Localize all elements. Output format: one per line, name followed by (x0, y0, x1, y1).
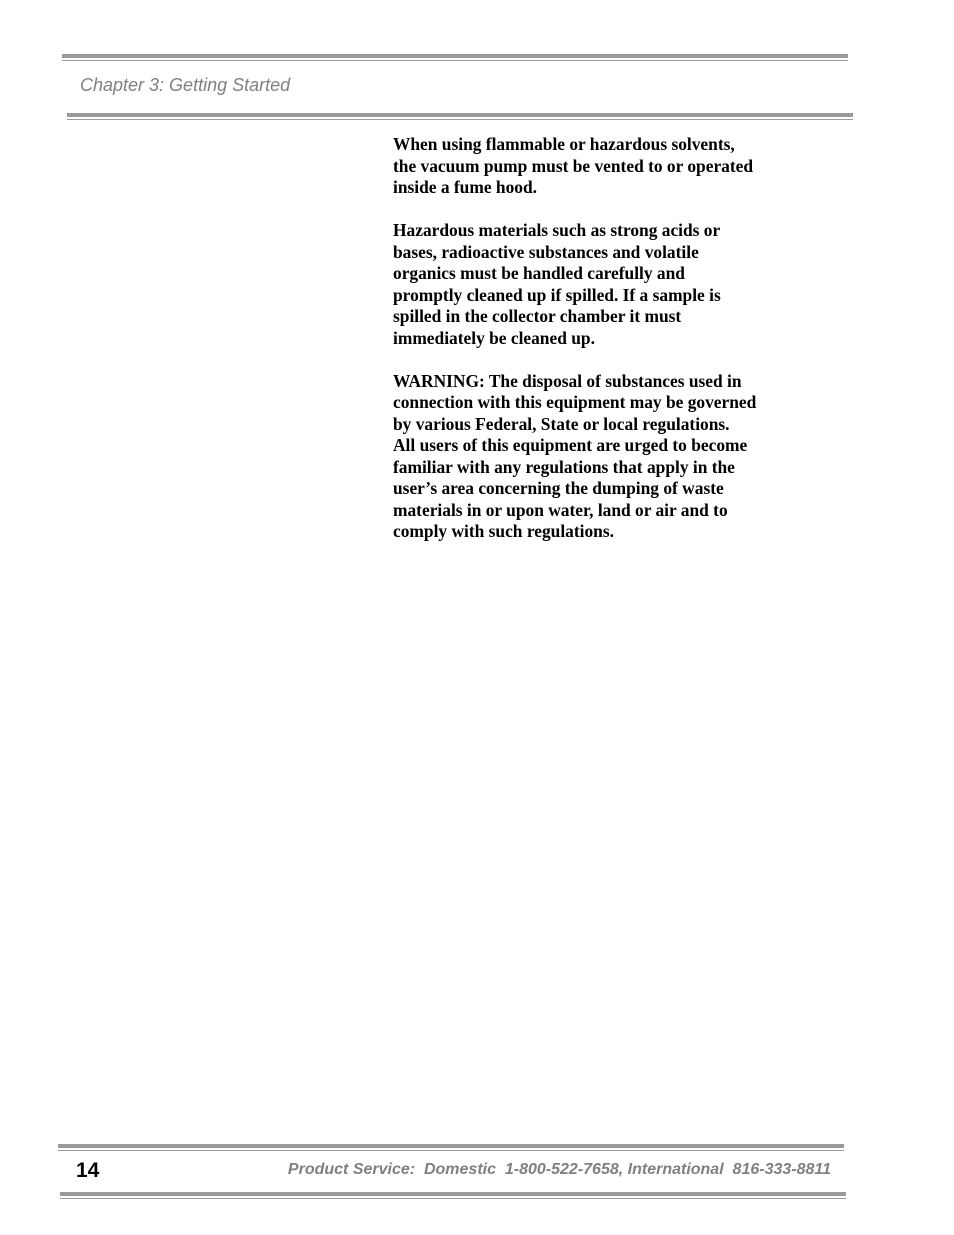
chapter-title: Chapter 3: Getting Started (80, 75, 291, 95)
product-service-contact: Product Service: Domestic 1-800-522-7658, International 816-333-8811 (287, 1161, 831, 1178)
page-number: 14 (76, 1159, 100, 1182)
header-rule-top (62, 54, 848, 61)
footer-rule-top (58, 1144, 844, 1151)
header-rule-bottom (67, 113, 853, 120)
footer-rule-bottom (60, 1192, 846, 1199)
body-text (393, 134, 793, 564)
paragraph-hazardous-materials: Hazardous materials such as strong acids or bases, radioactive substances and volatile organics must be handled carefully and promptly cleaned up if spilled. If a sample is spilled in the collector chamber it must immediately be cleaned up. (393, 220, 721, 348)
paragraph-warning-disposal: WARNING: The disposal of substances used in connection with this equipment may be governed by various Federal, State or local regulations. All users of this equipment are urged to become familiar with any regulations that apply in the user’s area concerning the dumping of waste materials in or upon water, land or air and to comply with such regulations. (393, 370, 757, 541)
paragraph-fume-hood: When using flammable or hazardous solvents, the vacuum pump must be vented to or operated inside a fume hood. (393, 134, 754, 197)
